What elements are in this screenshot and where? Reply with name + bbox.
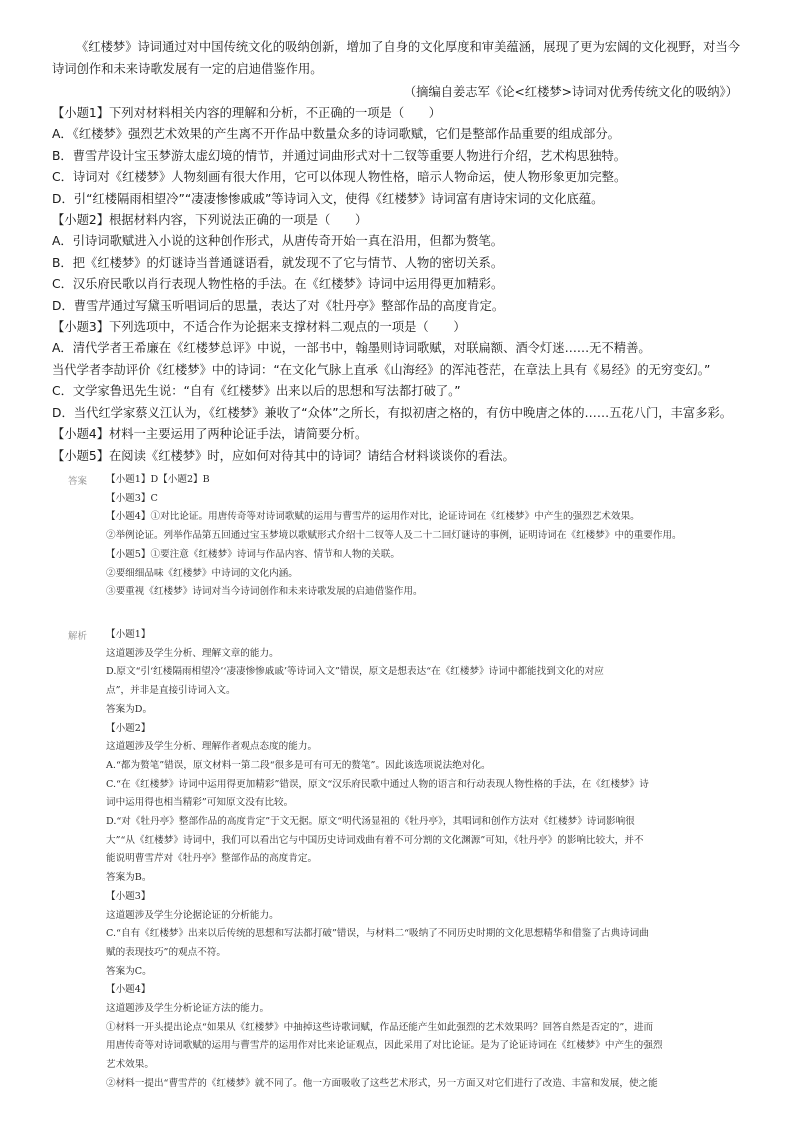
question-list [52, 103, 752, 467]
answer-line: 【小题3】C [106, 492, 158, 504]
analysis-line: 【小题2】 [106, 722, 151, 734]
question-3-option-a: A．清代学者王希廉在《红楼梦总评》中说，一部书中，翰墨则诗词歌赋，对联扁额、酒令灯迷……无不精善。 [52, 341, 651, 356]
answer-line: ③要重视《红楼梦》诗词对当今诗词创作和未来诗歌发展的启迪借鉴作用。 [106, 586, 423, 598]
question-1-option-a: A．《红楼梦》强烈艺术效果的产生离不开作品中数量众多的诗词歌赋，它们是整部作品重要的组成部分。 [52, 127, 620, 142]
answer-label: 答案 [68, 476, 88, 487]
question-section [52, 36, 752, 467]
analysis-line: C.“在《红楼梦》诗词中运用得更加精彩”错误，原文“汉乐府民歌中通过人物的语言和行动表现人物性格的手法，在《红楼梦》诗 [106, 778, 649, 790]
analysis-line: 大”“从《红楼梦》诗词中，我们可以看出它与中国历史诗词戏曲有着不可分割的文化渊源”可知，《牡丹亭》的影响比较大，并不 [106, 834, 644, 846]
analysis-line: 【小题4】 [106, 984, 151, 996]
passage-source: （摘编自姜志军《论<红楼梦>诗词对优秀传统文化的吸纳》） [403, 85, 738, 99]
answer-body [106, 471, 748, 602]
answer-line: 【小题1】D【小题2】B [106, 474, 210, 485]
question-3-option-b: 当代学者李劼评价《红楼梦》中的诗词：“在文化气脉上直承《山海经》的浑沌苍茫，在章法上具有《易经》的无穷变幻。” [52, 362, 711, 377]
analysis-line: D.“对《牡丹亭》整部作品的高度肯定”于文无据。原文“明代汤显祖的《牡丹亭》，其唱词和创作方法对《红楼梦》诗词影响很 [106, 816, 635, 828]
answer-line: 【小题5】①要注意《红楼梦》诗词与作品内容、情节和人物的关联。 [106, 548, 400, 560]
question-2-option-c: C．汉乐府民歌以肖行表现人物性格的手法。在《红楼梦》诗词中运用得更加精彩。 [52, 277, 504, 292]
analysis-line: ①材料一开头提出论点“如果从《红楼梦》中抽掉这些诗歌词赋，作品还能产生如此强烈的艺术效果吗？回答自然是否定的”，进而 [106, 1021, 654, 1033]
analysis-line: 赋的表现技巧”的观点不符。 [106, 946, 227, 958]
analysis-line: 用唐传奇等对诗词歌赋的运用与曹雪芹的运用作对比来论证观点，因此采用了对比论证。是为了论证诗词在《红楼梦》中产生的强烈 [106, 1040, 663, 1052]
question-1-option-b: B．曹雪芹设计宝玉梦游太虚幻境的情节，并通过词曲形式对十二钗等重要人物进行介绍，艺术构思独特。 [52, 148, 627, 163]
analysis-line: 能说明曹雪芹对《牡丹亭》整部作品的高度肯定。 [106, 853, 318, 865]
question-2-option-d: D．曹雪芹通过写黛玉听唱词后的思量，表达了对《牡丹亭》整部作品的高度肯定。 [52, 298, 505, 313]
analysis-line: ②材料一提出“曹雪芹的《红楼梦》就不同了。他一方面吸收了这些艺术形式，另一方面又对它们进行了改造、丰富和发展，使之能 [106, 1077, 658, 1089]
question-1-option-d: D．引“红楼隔雨相望冷”“凄凄惨惨戚戚”等诗词入文，使得《红楼梦》诗词富有唐诗宋词的文化底蕴。 [52, 191, 604, 206]
analysis-body [106, 626, 748, 1094]
question-3-option-d: D．当代红学家蔡义江认为，《红楼梦》兼收了“众体”之所长，有拟初唐之格的，有仿中晚唐之体的……五花八门，丰富多彩。 [52, 405, 733, 420]
analysis-line: A.“都为赘笔”错误，原文材料一第二段“很多是可有可无的赘笔”。因此该选项说法绝对化。 [106, 759, 491, 771]
analysis-line: 这道题涉及学生分析、理解文章的能力。 [106, 647, 279, 659]
question-1-stem: 【小题1】下列对材料相关内容的理解和分析，不正确的一项是（ ） [52, 106, 442, 120]
answer-line: ②举例论证。列举作品第五回通过宝玉梦境以歌赋形式介绍十二钗等人及二十二回灯谜诗的事例，证明诗词在《红楼梦》中的重要作用。 [106, 530, 682, 542]
answer-line: ②要细细品味《红楼梦》中诗词的文化内涵。 [106, 567, 298, 579]
passage-paragraph: 《红楼梦》诗词通过对中国传统文化的吸纳创新，增加了自身的文化厚度和审美蕴涵，展现了更为宏阔的文化视野，对当今诗词创作和未来诗歌发展有一定的启迪借鉴作用。 [52, 40, 741, 76]
analysis-line: 答案为B。 [106, 872, 152, 884]
question-2-option-a: A．引诗词歌赋进入小说的这种创作形式，从唐传奇开始一真在沿用，但都为赘笔。 [52, 234, 504, 249]
analysis-line: D.原文“引‘红楼隔雨相望冷’‘凄凄惨惨戚戚’等诗词入文”错误，原文是想表达“在《红楼梦》诗词中都能找到文化的对应 [106, 666, 604, 678]
analysis-line: 【小题3】 [106, 890, 151, 902]
question-2-stem: 【小题2】根据材料内容，下列说法正确的一项是（ ） [52, 213, 368, 228]
analysis-line: 这道题涉及学生分论据论证的分析能力。 [106, 909, 279, 921]
question-1-option-c: C．诗词对《红楼梦》人物刻画有很大作用，它可以体现人物性格，暗示人物命运，使人物形象更加完整。 [52, 170, 627, 185]
question-5-stem: 【小题5】在阅读《红楼梦》时，应如何对待其中的诗词？请结合材料谈谈你的看法。 [52, 448, 515, 463]
analysis-line: 这道题涉及学生分析、理解作者观点态度的能力。 [106, 741, 318, 753]
analysis-line: C.“自有《红楼梦》出来以后传统的思想和写法都打破”错误，与材料二“吸纳了不同历史时期的文化思想精华和借鉴了古典诗词曲 [106, 928, 649, 940]
answer-section [68, 471, 748, 602]
analysis-line: 答案为C。 [106, 965, 152, 977]
analysis-line: 答案为D。 [106, 703, 153, 715]
question-3-option-c: C．文学家鲁迅先生说：“自有《红楼梦》出来以后的思想和写法都打破了。” [52, 384, 461, 399]
analysis-label: 解析 [68, 631, 88, 642]
analysis-line: 点”，并非是直接引诗词入文。 [106, 685, 236, 697]
analysis-line: 艺术效果。 [106, 1059, 154, 1071]
analysis-line: 【小题1】 [106, 629, 151, 640]
question-3-stem: 【小题3】下列选项中，不适合作为论据来支撑材料二观点的一项是（ ） [52, 320, 466, 335]
question-2-option-b: B．把《红楼梦》的灯谜诗当普通谜语看，就发现不了它与情节、人物的密切关系。 [52, 255, 504, 270]
question-4-stem: 【小题4】材料一主要运用了两种论证手法，请简要分析。 [52, 427, 368, 442]
analysis-line: 词中运用得也相当精彩”可知原文没有比较。 [106, 797, 294, 809]
analysis-section [68, 626, 748, 1094]
answer-line: 【小题4】①对比论证。用唐传奇等对诗词歌赋的运用与曹雪芹的运用作对比，论证诗词在《红楼梦》中产生的强烈艺术效果。 [106, 511, 640, 523]
analysis-line: 这道题涉及学生分析论证方法的能力。 [106, 1003, 270, 1015]
